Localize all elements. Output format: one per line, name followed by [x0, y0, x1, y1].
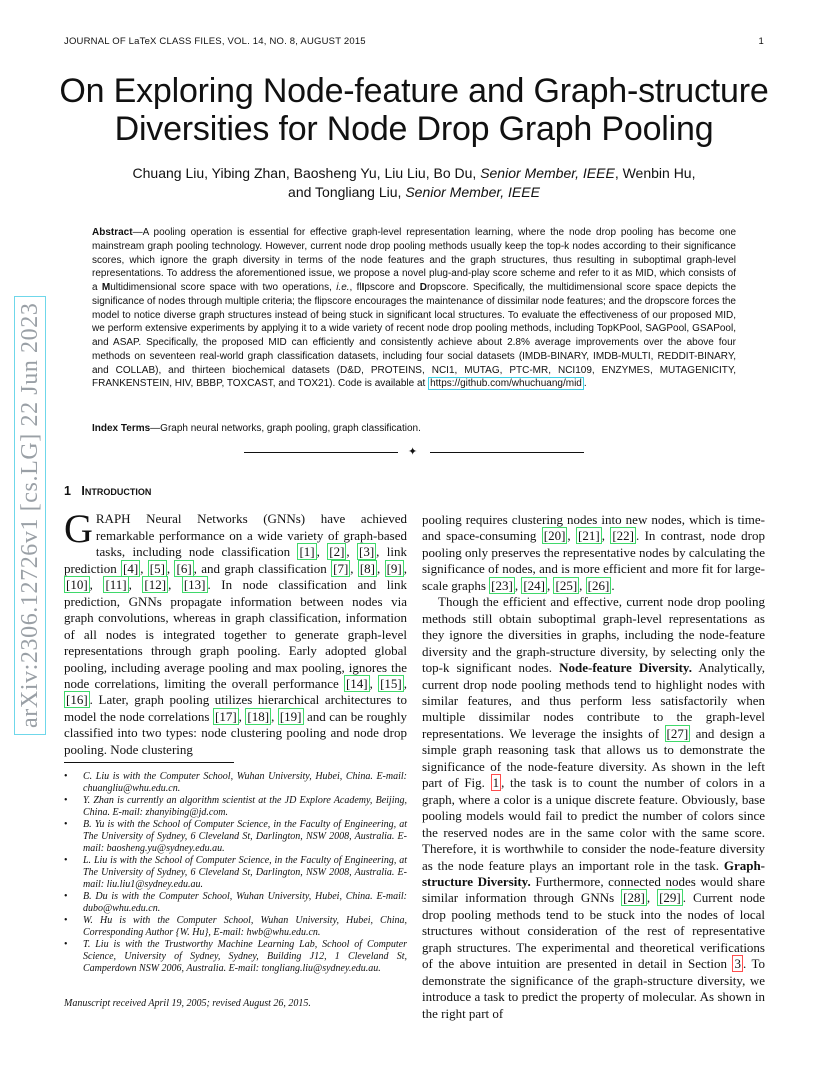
page-number: 1: [758, 36, 764, 47]
code-link[interactable]: https://github.com/whuchuang/mid: [430, 378, 582, 390]
citation-link[interactable]: [9]: [386, 560, 402, 576]
running-header: [64, 36, 764, 47]
citation-link[interactable]: [24]: [523, 577, 545, 593]
citation-link[interactable]: [18]: [247, 708, 270, 724]
paper-title: [40, 72, 788, 148]
abstract-text: .: [583, 378, 587, 390]
body-text: pooling requires clustering nodes into new nodes, which is time-and space-consuming: [422, 512, 765, 544]
journal-name: JOURNAL OF LaTeX CLASS FILES, VOL. 14, NO. 8, AUGUST 2015: [64, 36, 366, 47]
body-text: . Current node drop pooling methods tend to be stuck into the nodes of local structures without consideration of the rest of representative graph structures. The experimental and theoretical verifications of the above intuition are presented in detail in Section: [422, 890, 766, 972]
abstract-text: pscore and: [364, 282, 420, 293]
abstract-text: , fl: [349, 282, 362, 293]
citation-link[interactable]: [1]: [299, 544, 315, 560]
title-line-1: On Exploring Node-feature and Graph-structure: [59, 72, 769, 110]
citation-link[interactable]: [16]: [66, 692, 88, 708]
footnote-item: • B. Du is with the Computer School, Wuhan University, Hubei, China. E-mail: dubo@whu.edu.cn.: [83, 891, 407, 915]
author-role-2: Senior Member, IEEE: [405, 184, 540, 200]
figure-link[interactable]: 1: [492, 775, 500, 791]
body-text: Analytically, current drop node pooling methods tend to highlight nodes with similar features, and thus perform less satisfactorily when multiple dissimilar nodes contribute to the graph-level representations. We leverage the insights of: [422, 660, 765, 741]
body-text: . In node classification and link prediction, GNNs propagate information between nodes via graph convolutions, whereas in graph classification, information of all nodes is integrated together to generate graph-level representations through graph pooling. Early adopted global pooling, including average pooling and max pooling, ignores the node correlations, limiting the overall performance: [64, 577, 407, 691]
citation-link[interactable]: [20]: [543, 528, 566, 544]
citation-link[interactable]: [29]: [659, 890, 681, 906]
abstract-bold-i: I: [361, 282, 365, 293]
footnote-item: • T. Liu is with the Trustworthy Machine Learning Lab, School of Computer Science, University of Sydney, Sydney, Building J12, 1 Cleveland St, Camperdown NSW 2006, Australia. E-mail: tongliang.liu@sydney.edu.au.: [83, 939, 407, 975]
citation-link[interactable]: [2]: [329, 544, 345, 560]
intro-paragraph-3: Though the efficient and effective, current node drop pooling methods still obtain suboptimal graph-level representations as they ignore the diversities in graphs, including the node-feature diversity and the graph-structure diversity, by selecting only the top-k significant nodes. Node-feature Diversity. Analytically, current drop node pooling methods tend to highlight nodes with similar features, and thus perform less satisfactorily when multiple dissimilar nodes contribute to the graph-level representations. We leverage the insights of [27] and design a simple graph reasoning task that allows us to demonstrate the significance of the node-feature diversity. As shown in the left part of Fig. 1 , the task is to count the number of colors in a graph, where a color is a unique discrete feature. Obviously, base pooling models would fail to predict the number of colors since the reserved nodes are in the same color with the same score. Therefore, it is worthwhile to consider the node-feature diversity as the node feature plays an important role in the task. Graph-structure Diversity. Furthermore, connected nodes would share similar information through GNNs [28] , [29] . Current node drop pooling methods tend to be stuck into the nodes of local structures without consideration of the rest of representative graph structures. The experimental and theoretical verifications of the above intuition are presented in detail in Section 3 . To demonstrate the significance of the graph-structure diversity, we introduce a task to predict the property of molecular. As shown in the right part of: [422, 594, 766, 1021]
authors-line-1: [70, 164, 758, 183]
citation-link[interactable]: [23]: [491, 577, 513, 593]
author-list: [70, 164, 758, 202]
right-column: [422, 512, 765, 1022]
bold-term: Graph-structure Diversity.: [422, 857, 765, 889]
citation-link[interactable]: [17]: [214, 708, 237, 724]
body-text: . To demonstrate the significance of the graph-structure diversity, we introduce a task to predict the property of molecular. As shown in the right part of: [422, 956, 765, 1021]
footnote-item: • B. Yu is with the School of Computer Science, in the Faculty of Engineering, at The University of Sydney, 6 Cleveland St, Darlington, NSW 2008, Australia. E-mail: baosheng.yu@sydney.edu.au.: [83, 819, 407, 855]
manuscript-note: Manuscript received April 19, 2005; revised August 26, 2015.: [64, 998, 311, 1009]
index-terms-label: Index Terms: [92, 423, 151, 434]
citation-link[interactable]: [22]: [612, 528, 634, 544]
intro-paragraph-1: GRAPH Neural Networks (GNNs) have achieved remarkable performance on a wide variety of graph-based tasks, including node classification [1] , [2] , [3] , link prediction [4] , [5] , [6] , and graph classification [7] , [8] , [9] , [10] , [11] , [12] , [13] . In node classification and link prediction, GNNs propagate information between nodes via graph convolutions, whereas in graph classification, information of all nodes is integrated together to generate graph-level representations through graph pooling. Early adopted global pooling, including average pooling and max pooling, ignores the node correlations, limiting the overall performance [14] , [15] , [16] . Later, graph pooling utilizes hierarchical architectures to model the node correlations [17] , [18] , [19] and can be roughly classified into two types: node clustering pooling and node drop pooling. Node clustering: [64, 506, 408, 757]
citation-link[interactable]: [10]: [66, 577, 88, 593]
body-text: . In contrast, node drop pooling only preserves the representative nodes by calculating the significance of nodes, and is more efficient and more fit for large-scale graphs: [422, 528, 765, 593]
body-text: Though the efficient and effective, current node drop pooling methods still obtain suboptimal graph-level representations as they ignore the diversities in graphs, including the node-feature diversity and the graph-structure diversity, by selecting only the top-k significant nodes.: [422, 594, 765, 676]
footnote-item: • Y. Zhan is currently an algorithm scientist at the JD Explore Academy, Beijing, China. E-mail: zhanyibing@jd.com.: [83, 795, 407, 819]
abstract: [92, 226, 736, 391]
abstract-label: Abstract: [92, 227, 133, 238]
intro-paragraph-2: pooling requires clustering nodes into new nodes, which is time-and space-consuming [20] , [21] , [22] . In contrast, node drop pooling only preserves the representative nodes by calculating the significance of nodes, and is more efficient and more fit for large-scale graphs [23] , [24] , [25] , [26] .: [422, 512, 765, 593]
author-role-1: Senior Member, IEEE: [480, 165, 615, 181]
body-text: and design a simple graph reasoning task that allows us to demonstrate the significance of the node-feature diversity. As shown in the left part of Fig.: [422, 725, 765, 791]
lead-word: RAPH: [95, 511, 131, 527]
dropcap: G: [64, 506, 93, 552]
citation-link[interactable]: [5]: [149, 560, 165, 576]
divider-line-left: [244, 452, 398, 453]
body-text: Furthermore, connected nodes would share similar information through GNNs: [422, 873, 765, 906]
footnote-rule: [64, 762, 234, 763]
citation-link[interactable]: [26]: [587, 577, 610, 593]
citation-link[interactable]: [21]: [578, 528, 600, 544]
abstract-bold-d: D: [419, 282, 427, 293]
abstract-text: ultidimensional score space with two operations,: [110, 282, 337, 293]
abstract-text: —A pooling operation is essential for effective graph-level representation learning, where the node drop pooling has become one mainstream graph pooling technology. However, current node drop pooling methods usually keep the top-k nodes according to their significance scores, which ignore the graph diversity in terms of the node features and the graph structures, thus resulting in suboptimal graph-level representations. To address the aforementioned issue, we propose a novel plug-and-play score scheme and refer to it as MID, which consists of a: [92, 227, 736, 293]
body-text: Neural Networks (GNNs) have achieved remarkable performance on a wide variety of graph-based tasks, including node classification: [95, 511, 407, 560]
authors-line-2: [70, 183, 758, 202]
abstract-text: ropscore. Specifically, the multidimensional score space depicts the significance of nodes through multiple criteria; the flipscore encourages the maintenance of dissimilar node features; and the dropscore forces the model to notice diverse graph structures instead of being stuck in significant local structures. To evaluate the effectiveness of our proposed MID, we perform extensive experiments by applying it to a wide variety of recent node drop pooling methods, including TopKPool, SAGPool, GSAPool, and ASAP. Specifically, the proposed MID can efficiently and consistently achieve about 2.8% average improvements over the above four methods on seventeen real-world graph classification datasets, including four social datasets (IMDB-BINARY, IMDB-MULTI, REDDIT-BINARY, and COLLAB), and thirteen biochemical datasets (D&D, PROTEINS, NCI1, MUTAG, PTC-MR, NCI109, ENZYMES, MUTAGENICITY, FRANKENSTEIN, HIV, BBBP, TOXCAST, and TOX21). Code is available at: [92, 282, 737, 390]
section-divider: [244, 445, 584, 459]
citation-link[interactable]: [12]: [144, 577, 167, 593]
citation-link[interactable]: [4]: [123, 560, 139, 576]
body-text: , and graph classification: [193, 560, 332, 576]
section-number: 1: [64, 484, 71, 498]
left-column: [64, 483, 407, 758]
index-terms: [92, 423, 736, 434]
abstract-bold-m: M: [101, 282, 111, 293]
authors-names-2: and Tongliang Liu,: [288, 184, 406, 200]
title-line-2: Diversities for Node Drop Graph Pooling: [114, 110, 714, 148]
citation-link[interactable]: [6]: [176, 560, 192, 576]
body-text: , link prediction: [64, 544, 407, 576]
diamond-icon: ✦: [408, 445, 418, 458]
citation-link[interactable]: [8]: [359, 560, 376, 576]
authors-names-1: Chuang Liu, Yibing Zhan, Baosheng Yu, Liu Liu, Bo Du,: [132, 165, 481, 181]
body-text: , the task is to count the number of colors in a graph, where a color is a unique discrete feature. Obviously, base pooling models would fail to predict the number of colors since the reserved nodes are in the same color with the same score. Therefore, it is worthwhile to consider the node-feature diversity as the node feature plays an important role in the task.: [422, 775, 765, 873]
section-heading: [64, 483, 407, 499]
index-terms-text: —Graph neural networks, graph pooling, graph classification.: [150, 423, 421, 434]
citation-link[interactable]: [13]: [183, 577, 206, 593]
citation-link[interactable]: [14]: [345, 675, 368, 691]
body-text: . Later, graph pooling utilizes hierarchical architectures to model the node correlations: [64, 692, 407, 724]
bold-term: Node-feature Diversity.: [559, 660, 692, 676]
authors-names-1b: , Wenbin Hu,: [614, 165, 696, 181]
footnote-item: • W. Hu is with the Computer School, Wuhan University, Hubei, China, Corresponding Author {W. Hu}, E-mail: hwb@whu.edu.cn.: [83, 915, 407, 939]
body-text: and can be roughly classified into two types: node clustering pooling and node drop pooling. Node clustering: [64, 708, 407, 757]
citation-link[interactable]: [3]: [359, 544, 375, 560]
citation-link[interactable]: [15]: [380, 675, 402, 691]
citation-link[interactable]: [28]: [623, 890, 645, 906]
citation-link[interactable]: [27]: [666, 725, 689, 741]
author-footnotes: [64, 771, 407, 975]
citation-link[interactable]: [25]: [555, 577, 578, 593]
citation-link[interactable]: [7]: [333, 560, 349, 576]
citation-link[interactable]: [11]: [105, 577, 127, 593]
arxiv-stamp[interactable]: arXiv:2306.12726v1 [cs.LG] 22 Jun 2023: [14, 296, 46, 735]
section-link[interactable]: 3: [734, 956, 741, 972]
footnote-item: • C. Liu is with the Computer School, Wuhan University, Hubei, China. E-mail: chuangliu@whu.edu.cn.: [83, 771, 407, 795]
section-title: Introduction: [81, 484, 152, 498]
citation-link[interactable]: [19]: [279, 708, 302, 724]
footnote-item: • L. Liu is with the School of Computer Science, in the Faculty of Engineering, at The University of Sydney, 6 Cleveland St, Darlington, NSW 2008, Australia. E-mail: liu.liu1@sydney.edu.au.: [83, 855, 407, 891]
divider-line-right: [430, 452, 584, 453]
body-text: .: [611, 577, 615, 593]
abstract-ie: i.e.: [336, 282, 350, 293]
